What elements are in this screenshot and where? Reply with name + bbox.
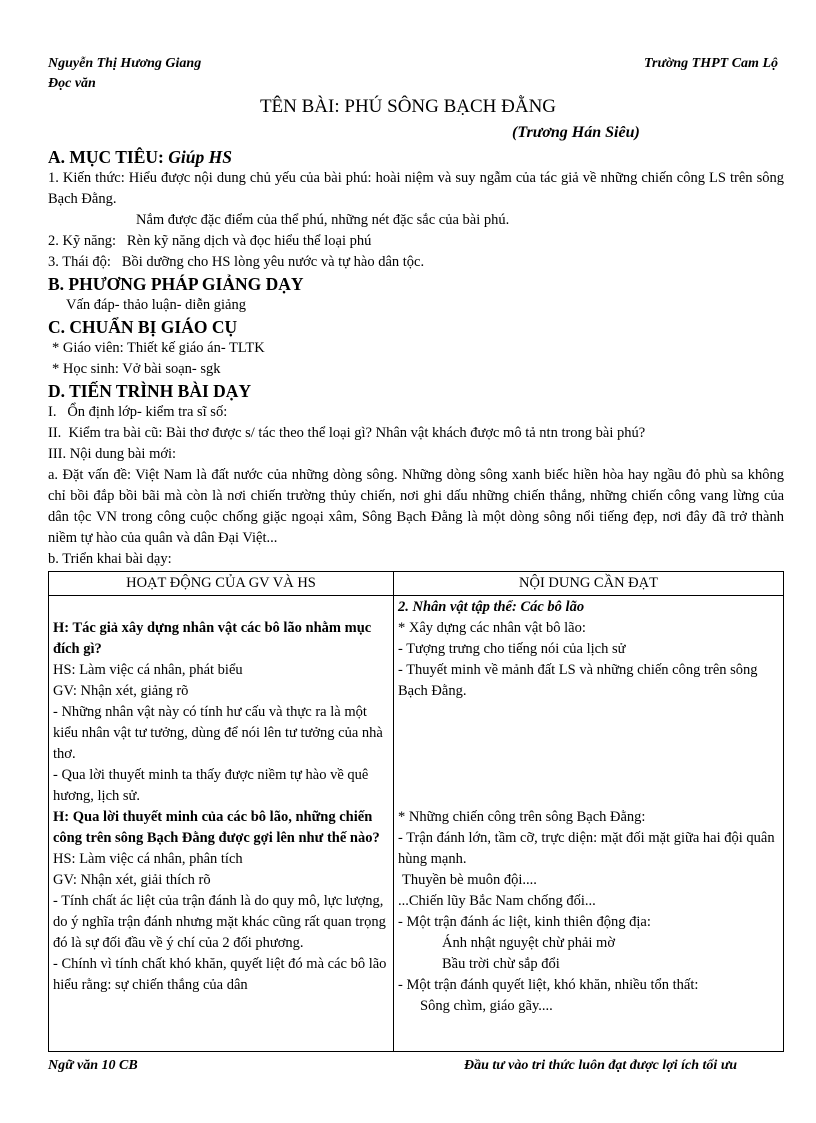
lesson-title: TÊN BÀI: PHÚ SÔNG BẠCH ĐẰNG xyxy=(259,96,557,117)
teacher-prep: * Giáo viên: Thiết kế giáo án- TLTK xyxy=(52,340,265,356)
step-2: II. Kiểm tra bài cũ: Bài thơ được s/ tác theo thể loại gì? Nhân vật khách được mô tả ntn trong bài phú? xyxy=(48,425,646,441)
footer-course: Ngữ văn 10 CB xyxy=(48,1058,138,1073)
col-header-content: NỘI DUNG CẦN ĐẠT xyxy=(394,572,784,596)
content-quote: Bầu trời chừ sắp đổi xyxy=(442,956,560,972)
objective-knowledge-2: Nắm được đặc điểm của thể phú, những nét đặc sắc của bài phú. xyxy=(136,212,510,228)
footer-motto: Đầu tư vào tri thức luôn đạt được lợi ích tối ưu xyxy=(464,1058,737,1073)
content-line: - Một trận đánh ác liệt, kinh thiên động địa: xyxy=(398,914,651,930)
content-line: - Một trận đánh quyết liệt, khó khăn, nhiều tổn thất: xyxy=(398,977,699,993)
content-line: - Tượng trưng cho tiếng nói của lịch sử xyxy=(398,641,626,657)
content-line: Thuyền bè muôn đội.... xyxy=(402,872,537,888)
activity-line: - Những nhân vật này có tính hư cấu và thực ra là một kiểu nhân vật tư tưởng, dùng để nói lên tư tưởng của nhà thơ. xyxy=(53,704,383,762)
content-line: - Trận đánh lớn, tầm cỡ, trực diện: mặt đối mặt giữa hai đội quân hùng mạnh. xyxy=(398,830,775,867)
step-b: b. Triển khai bài dạy: xyxy=(48,551,172,567)
student-prep: * Học sinh: Vở bài soạn- sgk xyxy=(52,361,221,377)
section-b-heading: B. PHƯƠNG PHÁP GIẢNG DẠY xyxy=(48,274,304,294)
activities-cell xyxy=(49,596,394,1052)
lesson-table xyxy=(48,571,784,1052)
section-a-heading: A. MỤC TIÊU: Giúp HS xyxy=(48,147,232,167)
activity-line: - Tính chất ác liệt của trận đánh là do quy mô, lực lượng, do ý nghĩa trận đánh nhưng mặt khác cũng rất quan trọng đó là sự đối đầu về ý chí của 2 đối phương. xyxy=(53,893,386,951)
content-quote: Ánh nhật nguyệt chừ phải mờ xyxy=(442,935,615,951)
content-line: ...Chiến lũy Bắc Nam chống đối... xyxy=(398,893,596,909)
objective-attitude: 3. Thái độ: Bồi dưỡng cho HS lòng yêu nước và tự hào dân tộc. xyxy=(48,254,425,270)
author-name: Nguyễn Thị Hương Giang xyxy=(48,56,202,71)
content-cell xyxy=(394,596,784,1052)
introduction-text: a. Đặt vấn đề: Việt Nam là đất nước của những dòng sông. Những dòng sông xanh biếc hiền hòa hay ngầu đỏ phù sa không chỉ bồi đắp bồi bãi mà còn là nơi chiến trường thủy chiến, nơi ghi dấu những chiến thắng, những chiến công vang lừng của dân tộc VN trong công cuộc chống giặc ngoại xâm, Sông Bạch Đằng là một dòng sông nổi tiếng đẹp, nơi đây đã trở thành niềm tự hào của quân và dân Đại Việt... xyxy=(48,467,784,546)
activity-line: - Qua lời thuyết minh ta thấy được niềm tự hào về quê hương, lịch sử. xyxy=(53,767,369,804)
objective-knowledge: 1. Kiến thức: Hiểu được nội dung chủ yếu của bài phú: hoài niệm và suy ngẫm của tác giả về những chiến công LS trên sông Bạch Đằng. xyxy=(48,170,784,207)
subject-name: Đọc văn xyxy=(48,76,96,91)
activity-line: GV: Nhận xét, giảng rõ xyxy=(53,683,189,699)
step-3: III. Nội dung bài mới: xyxy=(48,446,177,462)
content-quote: Sông chìm, giáo gãy.... xyxy=(420,998,553,1014)
step-1: I. Ổn định lớp- kiểm tra sĩ số: xyxy=(48,404,228,420)
content-line: * Những chiến công trên sông Bạch Đằng: xyxy=(398,809,646,825)
section-a-sub: Giúp HS xyxy=(168,147,232,167)
table-header-row xyxy=(49,572,784,596)
content-line: - Thuyết minh về mảnh đất LS và những chiến công trên sông Bạch Đằng. xyxy=(398,662,758,699)
activity-line: HS: Làm việc cá nhân, phát biểu xyxy=(53,662,243,678)
lesson-body xyxy=(48,146,784,570)
content-subheading: 2. Nhân vật tập thể: Các bô lão xyxy=(398,599,585,615)
question-2: H: Qua lời thuyết minh của các bô lão, những chiến công trên sông Bạch Đằng được gợi lên như thế nào? xyxy=(53,809,380,846)
lesson-author: (Trương Hán Siêu) xyxy=(512,124,640,141)
activity-line: HS: Làm việc cá nhân, phân tích xyxy=(53,851,243,867)
section-c-heading: C. CHUẨN BỊ GIÁO CỤ xyxy=(48,317,238,337)
section-d-heading: D. TIẾN TRÌNH BÀI DẠY xyxy=(48,381,252,401)
table-row xyxy=(49,596,784,1052)
question-1: H: Tác giả xây dựng nhân vật các bô lão nhằm mục đích gì? xyxy=(53,620,372,657)
content-line: * Xây dựng các nhân vật bô lão: xyxy=(398,620,586,636)
col-header-activities: HOẠT ĐỘNG CỦA GV VÀ HS xyxy=(49,572,394,596)
objective-skill: 2. Kỹ năng: Rèn kỹ năng dịch và đọc hiểu thể loại phú xyxy=(48,233,372,249)
activity-line: - Chính vì tính chất khó khăn, quyết liệt đó mà các bô lão hiểu rằng: sự chiến thắng của dân xyxy=(53,956,387,993)
school-name: Trường THPT Cam Lộ xyxy=(644,56,778,71)
method-text: Vấn đáp- thảo luận- diễn giảng xyxy=(66,297,246,313)
activity-line: GV: Nhận xét, giải thích rõ xyxy=(53,872,211,888)
